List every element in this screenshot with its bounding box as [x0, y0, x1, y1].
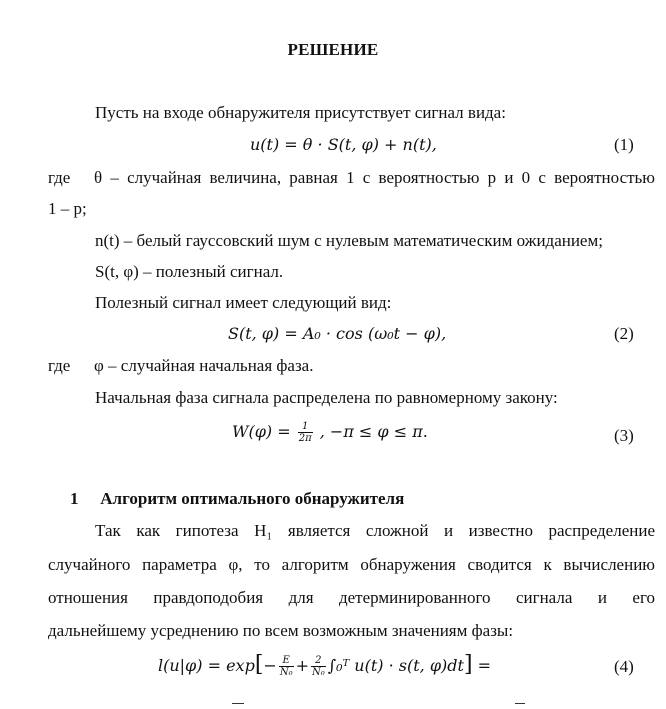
- where-label-2: где: [48, 356, 71, 375]
- equation-4-fraction-2: [311, 655, 326, 678]
- paragraph-algorithm-line-3: отношения правдоподобия для детерминированного сигнала и его: [48, 588, 655, 607]
- equation-4-left: l(u|φ) = exp: [158, 656, 255, 675]
- equation-2: S(t, φ) = A₀ · cos (ω₀t − φ),: [228, 324, 447, 343]
- paragraph-algorithm-line-2: случайного параметра φ, то алгоритм обнаружения сводится к вычислению: [48, 555, 655, 574]
- where-signal-definition: S(t, φ) – полезный сигнал.: [95, 262, 284, 281]
- equation-4-fraction-2-denominator: N₀: [311, 667, 325, 678]
- equation-4-integral: ∫₀ᵀ u(t) · s(t, φ)dt: [327, 656, 464, 675]
- paragraph-algorithm-line-4: дальнейшему усреднению по всем возможным значениям фазы:: [48, 621, 514, 640]
- where-phase-definition: φ – случайная начальная фаза.: [94, 356, 314, 375]
- equation-3-fraction-denominator: 2π: [298, 433, 312, 444]
- equation-4-fraction-2-numerator: 2: [311, 655, 326, 667]
- equation-1-number: (1): [614, 135, 634, 154]
- equation-3-fraction-numerator: 1: [298, 421, 313, 433]
- equation-3-left: W(φ) =: [232, 422, 291, 441]
- equation-3-right: , −π ≤ φ ≤ π.: [319, 422, 428, 441]
- equation-4-equals: =: [477, 656, 492, 675]
- equation-4-fraction-1-numerator: E: [279, 655, 294, 667]
- paragraph-phase-distribution: Начальная фаза сигнала распределена по равномерному закону:: [95, 388, 558, 407]
- paragraph-signal-form: Полезный сигнал имеет следующий вид:: [95, 293, 392, 312]
- equation-2-number: (2): [614, 324, 634, 343]
- section-heading: [70, 489, 404, 509]
- where-theta-continuation: 1 – p;: [48, 199, 87, 218]
- equation-3: [232, 421, 428, 444]
- paragraph-intro: Пусть на входе обнаружителя присутствует сигнал вида:: [95, 103, 506, 122]
- equation-4-fraction-1-denominator: N₀: [279, 667, 293, 678]
- section-number: 1: [70, 489, 79, 508]
- equation-3-number: (3): [614, 426, 634, 445]
- equation-1: u(t) = θ · S(t, φ) + n(t),: [250, 135, 437, 154]
- section-title: Алгоритм оптимального обнаружителя: [100, 489, 405, 508]
- equation-3-fraction: [298, 421, 313, 444]
- equation-4: l(u|φ) = exp[− $\frac{E}{\text{N₀}}$ + $\frac{2}{\text{N₀}}$ ∫₀ᵀ u(t) · s(t, φ)dt] =: [158, 652, 492, 678]
- equation-4-open-bracket: [: [254, 652, 264, 677]
- equation-4-fraction-1: [279, 655, 294, 678]
- partial-bracket-left: [232, 703, 244, 704]
- partial-bracket-right: [515, 703, 525, 704]
- next-line-partial: [232, 693, 525, 709]
- page-title: РЕШЕНИЕ: [287, 40, 379, 59]
- where-noise-definition: n(t) – белый гауссовский шум с нулевым математическим ожиданием;: [95, 231, 603, 250]
- paragraph-algorithm-line-1: Так как гипотеза H₁ является сложной и известно распределение: [95, 521, 655, 540]
- where-label-1: где: [48, 168, 71, 187]
- where-theta-definition: θ – случайная величина, равная 1 с вероятностью p и 0 с вероятностью: [94, 168, 655, 187]
- equation-4-number: (4): [614, 657, 634, 676]
- equation-4-close-bracket: ]: [463, 652, 473, 677]
